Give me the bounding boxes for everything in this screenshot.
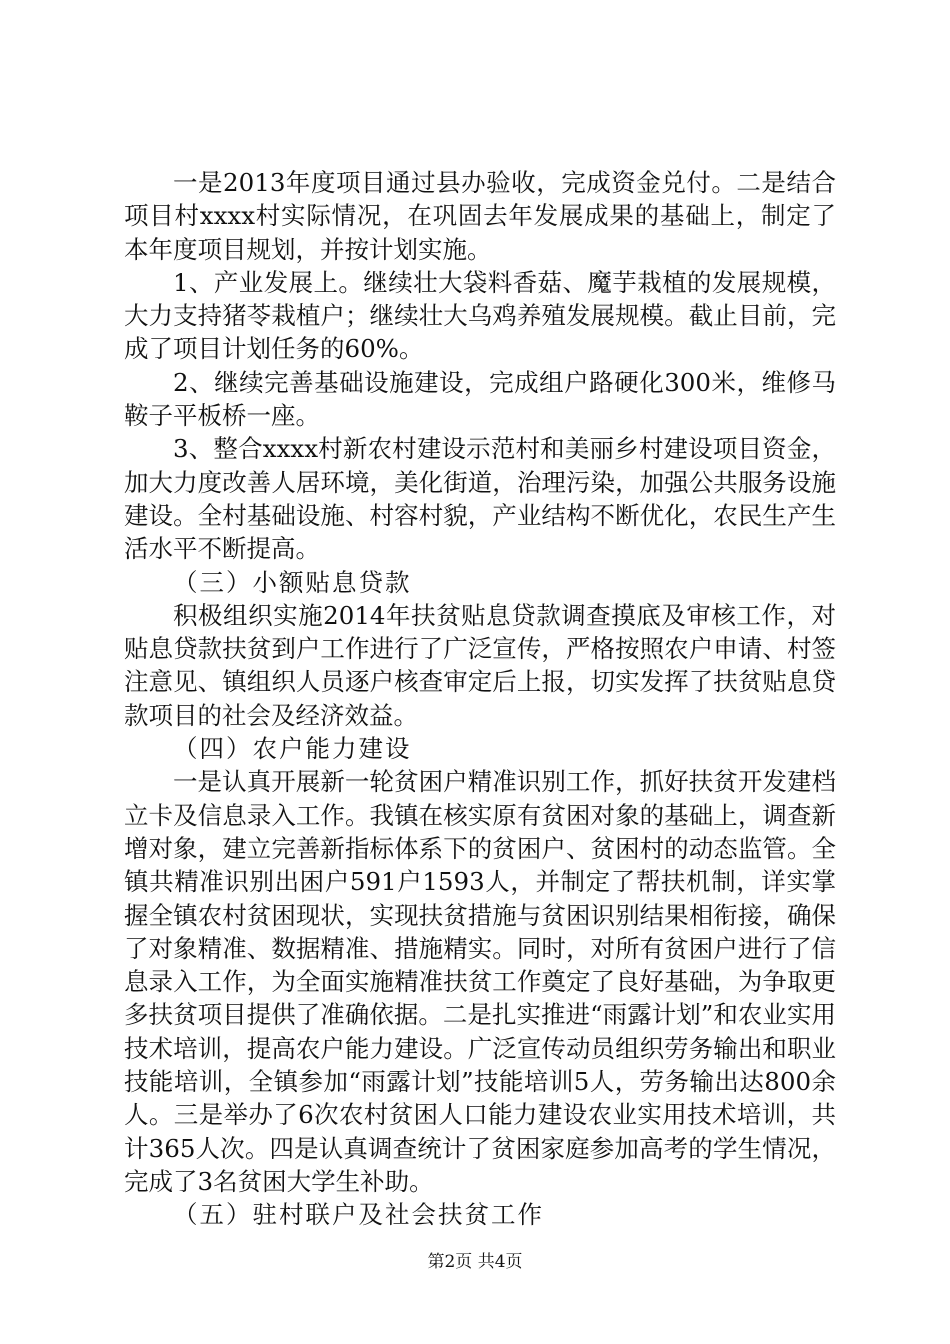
paragraph-village-integration: 3、整合xxxx村新农村建设示范村和美丽乡村建设项目资金，加大力度改善人居环境，美化街道，治理污染，加强公共服务设施建设。全村基础设施、村容村貌，产业结构不断优化，农民生产生活水平不断提高。 <box>124 434 836 564</box>
paragraph-microloans: 积极组织实施2014年扶贫贴息贷款调查摸底及审核工作，对贴息贷款扶贫到户工作进行了广泛宣传，严格按照农户申请、村签注意见、镇组织人员逐户核查审定后上报，切实发挥了扶贫贴息贷款项目的社会及经济效益。 <box>124 600 836 730</box>
section-heading-microloans: （三）小额贴息贷款 <box>173 567 412 597</box>
paragraph-industry-development: 1、产业发展上。继续壮大袋料香菇、魔芋栽植的发展规模，大力支持猪苓栽植户；继续壮大乌鸡养殖发展规模。截止目前，完成了项目计划任务的60%。 <box>124 267 836 364</box>
document-body <box>124 166 836 1232</box>
page-footer: 第2页 共4页 <box>427 1252 523 1272</box>
paragraph-project-acceptance: 一是2013年度项目通过县办验收，完成资金兑付。二是结合项目村xxxx村实际情况，在巩固去年发展成果的基础上，制定了本年度项目规划，并按计划实施。 <box>124 168 836 264</box>
paragraph-infrastructure: 2、继续完善基础设施建设，完成组户路硬化300米，维修马鞍子平板桥一座。 <box>124 367 836 431</box>
paragraph-capacity-building: 一是认真开展新一轮贫困户精准识别工作，抓好扶贫开发建档立卡及信息录入工作。我镇在核实原有贫困对象的基础上，调查新增对象，建立完善新指标体系下的贫困户、贫困村的动态监管。全镇共精准识别出困户591户1593人，并制定了帮扶机制，详实掌握全镇农村贫困现状，实现扶贫措施与贫困识别结果相衔接，确保了对象精准、数据精准、措施精实。同时，对所有贫困户进行了信息录入工作，为全面实施精准扶贫工作奠定了良好基础，为争取更多扶贫项目提供了准确依据。二是扎实推进“雨露计划”和农业实用技术培训，提高农户能力建设。广泛宣传动员组织劳务输出和职业技能培训，全镇参加“雨露计划”技能培训5人，劳务输出达800余人。三是举办了6次农村贫困人口能力建设农业实用技术培训，共计365人次。四是认真调查统计了贫困家庭参加高考的学生情况，完成了3名贫困大学生补助。 <box>124 767 836 1196</box>
section-heading-capacity-building: （四）农户能力建设 <box>173 734 412 764</box>
section-heading-village-stationing: （五）驻村联户及社会扶贫工作 <box>173 1200 544 1230</box>
